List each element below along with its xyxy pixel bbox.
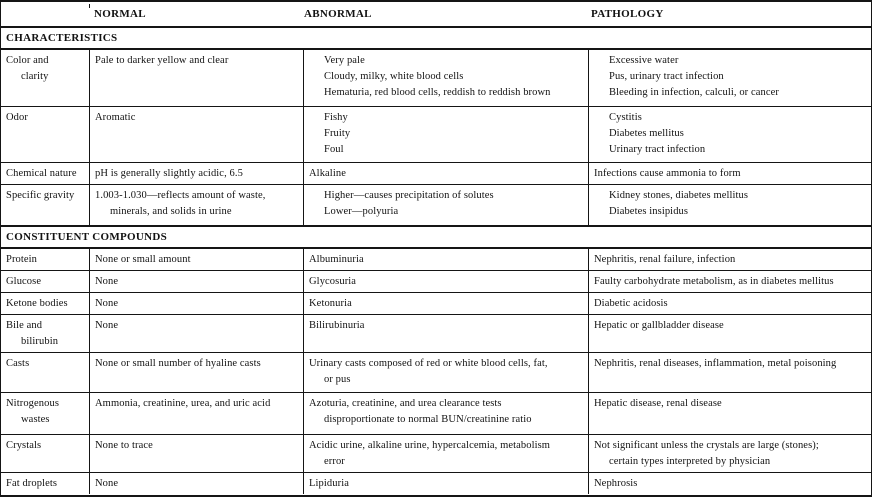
table-row xyxy=(1,50,871,107)
cell-line: Bilirubinuria xyxy=(309,320,365,331)
normal-cell xyxy=(89,50,303,106)
cell-line: Acidic urine, alkaline urine, hypercalcemia, metabolism xyxy=(309,440,551,451)
cell-line: Azoturia, creatinine, and urea clearance tests xyxy=(309,398,502,409)
cell-line: Urinary tract infection xyxy=(609,144,706,155)
abnormal-cell xyxy=(303,107,588,162)
cell-line: Infections cause ammonia to form xyxy=(594,168,741,179)
cell-line: disproportionate to normal BUN/creatinine ratio xyxy=(324,414,532,425)
table-row xyxy=(1,353,871,393)
row-label-cell xyxy=(1,271,89,292)
cell-line: Glycosuria xyxy=(309,276,357,287)
cell-line: Color and xyxy=(6,55,49,66)
normal-cell xyxy=(89,473,303,494)
table-rows xyxy=(1,28,871,494)
cell-line: Pus, urinary tract infection xyxy=(609,71,724,82)
cell-line: Glucose xyxy=(6,276,42,287)
abnormal-cell xyxy=(303,271,588,292)
cell-line: None xyxy=(95,276,119,287)
row-label-cell xyxy=(1,435,89,472)
pathology-cell xyxy=(588,50,871,106)
pathology-cell xyxy=(588,353,871,392)
column-header-pathology: PATHOLOGY xyxy=(591,8,664,20)
cell-line: certain types interpreted by physician xyxy=(609,456,771,467)
row-label-cell xyxy=(1,185,89,225)
row-label-cell xyxy=(1,315,89,352)
abnormal-cell xyxy=(303,185,588,225)
normal-cell xyxy=(89,271,303,292)
cell-line: Faulty carbohydrate metabolism, as in diabetes mellitus xyxy=(594,276,834,287)
cell-line: Albuminuria xyxy=(309,254,364,265)
pathology-cell xyxy=(588,315,871,352)
cell-line: Very pale xyxy=(324,55,365,66)
cell-line: pH is generally slightly acidic, 6.5 xyxy=(95,168,243,179)
normal-cell xyxy=(89,353,303,392)
table-row xyxy=(1,271,871,293)
normal-cell xyxy=(89,185,303,225)
pathology-cell xyxy=(588,393,871,434)
cell-line: or pus xyxy=(324,374,351,385)
section-title: CHARACTERISTICS xyxy=(6,32,118,44)
cell-line: Casts xyxy=(6,358,30,369)
abnormal-cell xyxy=(303,50,588,106)
row-label-cell xyxy=(1,107,89,162)
cell-line: Higher—causes precipitation of solutes xyxy=(324,190,494,201)
normal-cell xyxy=(89,249,303,270)
table-header-row xyxy=(1,2,871,28)
cell-line: None to trace xyxy=(95,440,153,451)
cell-line: Urinary casts composed of red or white blood cells, fat, xyxy=(309,358,548,369)
row-label-cell xyxy=(1,393,89,434)
cell-line: Bile and xyxy=(6,320,43,331)
cell-line: Diabetes mellitus xyxy=(609,128,684,139)
cell-line: Chemical nature xyxy=(6,168,77,179)
pathology-cell xyxy=(588,271,871,292)
table-row xyxy=(1,435,871,473)
normal-cell xyxy=(89,107,303,162)
cell-line: Not significant unless the crystals are large (stones); xyxy=(594,440,819,451)
cell-line: Fruity xyxy=(324,128,351,139)
cell-line: 1.003-1.030—reflects amount of waste, xyxy=(95,190,266,201)
cell-line: None or small number of hyaline casts xyxy=(95,358,261,369)
cell-line: Fishy xyxy=(324,112,348,123)
pathology-cell xyxy=(588,293,871,314)
table-row xyxy=(1,107,871,163)
table-row xyxy=(1,249,871,271)
normal-cell xyxy=(89,315,303,352)
normal-cell xyxy=(89,435,303,472)
table-row xyxy=(1,473,871,494)
abnormal-cell xyxy=(303,353,588,392)
cell-line: Pale to darker yellow and clear xyxy=(95,55,229,66)
abnormal-cell xyxy=(303,293,588,314)
normal-cell xyxy=(89,163,303,184)
section-title: CONSTITUENT COMPOUNDS xyxy=(6,231,168,243)
pathology-cell xyxy=(588,435,871,472)
cell-line: None xyxy=(95,478,119,489)
column-header-normal: NORMAL xyxy=(94,8,146,20)
pathology-cell xyxy=(588,249,871,270)
cell-line: None xyxy=(95,320,119,331)
cell-line: Lipiduria xyxy=(309,478,349,489)
row-label-cell xyxy=(1,473,89,494)
cell-line: Odor xyxy=(6,112,28,123)
abnormal-cell xyxy=(303,473,588,494)
pathology-cell xyxy=(588,473,871,494)
top-edge-tick xyxy=(89,4,90,8)
cell-line: Nitrogenous xyxy=(6,398,60,409)
cell-line: Hepatic disease, renal disease xyxy=(594,398,722,409)
abnormal-cell xyxy=(303,163,588,184)
table-row xyxy=(1,315,871,353)
table-row xyxy=(1,293,871,315)
normal-cell xyxy=(89,293,303,314)
cell-line: minerals, and solids in urine xyxy=(110,206,232,217)
row-label-cell xyxy=(1,50,89,106)
pathology-cell xyxy=(588,107,871,162)
cell-line: Hepatic or gallbladder disease xyxy=(594,320,724,331)
cell-line: Crystals xyxy=(6,440,42,451)
cell-line: Kidney stones, diabetes mellitus xyxy=(609,190,749,201)
pathology-cell xyxy=(588,163,871,184)
cell-line: Diabetic acidosis xyxy=(594,298,668,309)
table-row xyxy=(1,185,871,227)
abnormal-cell xyxy=(303,435,588,472)
cell-line: Lower—polyuria xyxy=(324,206,399,217)
abnormal-cell xyxy=(303,249,588,270)
cell-line: Aromatic xyxy=(95,112,136,123)
cell-line: Bleeding in infection, calculi, or cancer xyxy=(609,87,779,98)
abnormal-cell xyxy=(303,393,588,434)
row-label-cell xyxy=(1,293,89,314)
section-row-constituent-compounds xyxy=(1,227,871,249)
cell-line: Nephritis, renal failure, infection xyxy=(594,254,736,265)
table-row xyxy=(1,163,871,185)
row-label-cell xyxy=(1,353,89,392)
abnormal-cell xyxy=(303,315,588,352)
section-row-characteristics xyxy=(1,28,871,50)
cell-line: Cloudy, milky, white blood cells xyxy=(324,71,464,82)
column-header-abnormal: ABNORMAL xyxy=(304,8,372,20)
cell-line: Foul xyxy=(324,144,344,155)
cell-line: Ketone bodies xyxy=(6,298,68,309)
row-label-cell xyxy=(1,163,89,184)
cell-line: error xyxy=(324,456,345,467)
cell-line: bilirubin xyxy=(21,336,59,347)
cell-line: wastes xyxy=(21,414,50,425)
cell-line: Nephritis, renal diseases, inflammation, metal poisoning xyxy=(594,358,837,369)
cell-line: Hematuria, red blood cells, reddish to reddish brown xyxy=(324,87,551,98)
cell-line: Alkaline xyxy=(309,168,346,179)
cell-line: Diabetes insipidus xyxy=(609,206,689,217)
cell-line: Ammonia, creatinine, urea, and uric acid xyxy=(95,398,271,409)
normal-cell xyxy=(89,393,303,434)
pathology-cell xyxy=(588,185,871,225)
table-row xyxy=(1,393,871,435)
cell-line: None xyxy=(95,298,119,309)
cell-line: Excessive water xyxy=(609,55,679,66)
cell-line: Fat droplets xyxy=(6,478,58,489)
cell-line: Protein xyxy=(6,254,38,265)
cell-line: None or small amount xyxy=(95,254,191,265)
row-label-cell xyxy=(1,249,89,270)
cell-line: Cystitis xyxy=(609,112,642,123)
cell-line: Nephrosis xyxy=(594,478,638,489)
cell-line: Specific gravity xyxy=(6,190,75,201)
cell-line: Ketonuria xyxy=(309,298,352,309)
cell-line: clarity xyxy=(21,71,49,82)
